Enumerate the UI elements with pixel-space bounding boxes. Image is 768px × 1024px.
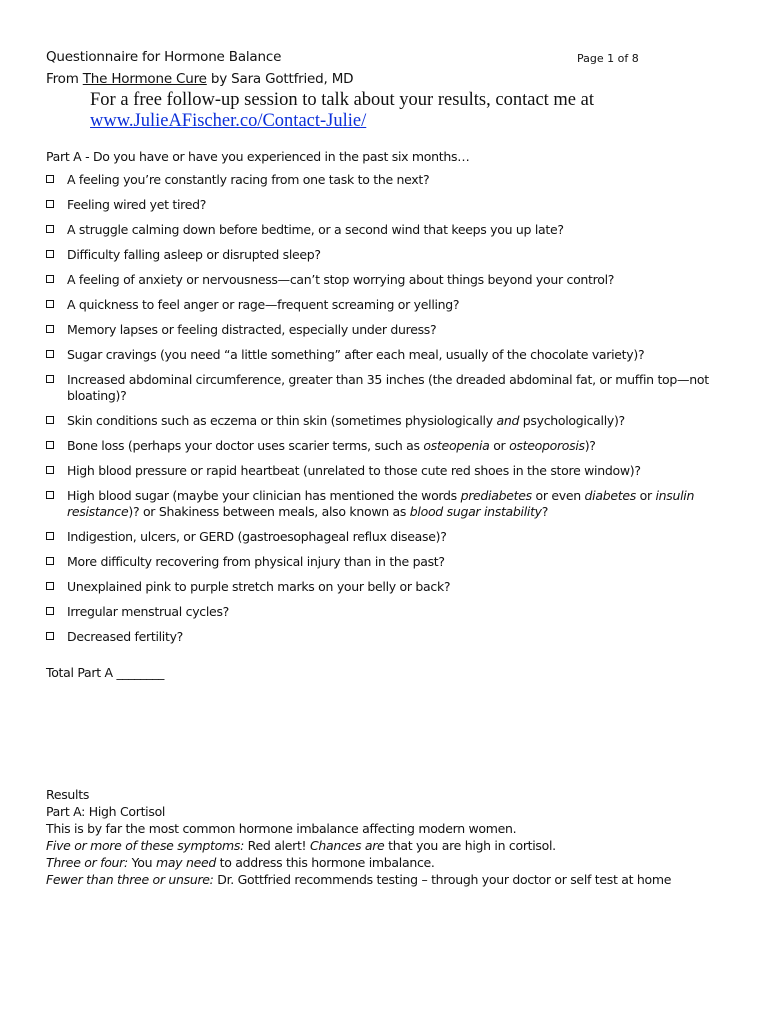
- contact-prompt: For a free follow-up session to talk about your results, contact me at: [90, 90, 594, 110]
- checklist-item: Sugar cravings (you need “a little something” after each meal, usually of the chocolate variety)?: [46, 347, 736, 363]
- checklist-item: Indigestion, ulcers, or GERD (gastroesophageal reflux disease)?: [46, 529, 736, 545]
- checklist-item: Decreased fertility?: [46, 629, 736, 645]
- checkbox[interactable]: [46, 441, 54, 449]
- checkbox[interactable]: [46, 632, 54, 640]
- page-number: Page 1 of 8: [577, 52, 639, 65]
- checklist-item: Irregular menstrual cycles?: [46, 604, 736, 620]
- checklist-item: Bone loss (perhaps your doctor uses scarier terms, such as osteopenia or osteoporosis)?: [46, 438, 736, 454]
- checkbox[interactable]: [46, 466, 54, 474]
- checklist-item: Feeling wired yet tired?: [46, 197, 736, 213]
- checkbox[interactable]: [46, 175, 54, 183]
- checklist-item: More difficulty recovering from physical injury than in the past?: [46, 554, 736, 570]
- checklist-item: Memory lapses or feeling distracted, especially under duress?: [46, 322, 736, 338]
- checklist-item: A feeling of anxiety or nervousness—can’t stop worrying about things beyond your control?: [46, 272, 736, 288]
- checkbox[interactable]: [46, 375, 54, 383]
- checkbox[interactable]: [46, 416, 54, 424]
- checklist-item: A struggle calming down before bedtime, or a second wind that keeps you up late?: [46, 222, 736, 238]
- checkbox[interactable]: [46, 350, 54, 358]
- checklist-item: Skin conditions such as eczema or thin skin (sometimes physiologically and psychologically)?: [46, 413, 736, 429]
- checklist-item: High blood sugar (maybe your clinician has mentioned the words prediabetes or even diabetes or insulin resistance)? or Shakiness between meals, also known as blood sugar instability?: [46, 488, 736, 520]
- checkbox[interactable]: [46, 582, 54, 590]
- part-a-checklist: [46, 172, 736, 645]
- checkbox[interactable]: [46, 607, 54, 615]
- document-title: [46, 49, 281, 65]
- checklist-item: Unexplained pink to purple stretch marks on your belly or back?: [46, 579, 736, 595]
- results-heading: Results: [46, 787, 90, 802]
- book-title: The Hormone Cure: [82, 71, 207, 87]
- from-prefix: From: [46, 71, 83, 87]
- results-subheading: Part A: High Cortisol: [46, 804, 166, 819]
- checklist-item: High blood pressure or rapid heartbeat (unrelated to those cute red shoes in the store window)?: [46, 463, 736, 479]
- checklist-item: A feeling you’re constantly racing from one task to the next?: [46, 172, 736, 188]
- checkbox[interactable]: [46, 275, 54, 283]
- checklist-item: Difficulty falling asleep or disrupted sleep?: [46, 247, 736, 263]
- author-text: by Sara Gottfried, MD: [206, 71, 354, 87]
- total-part-a-field[interactable]: Total Part A ________: [46, 665, 165, 680]
- results-line: Three or four: You may need to address this hormone imbalance.: [46, 855, 435, 870]
- results-line: This is by far the most common hormone imbalance affecting modern women.: [46, 821, 517, 836]
- results-line: Fewer than three or unsure: Dr. Gottfried recommends testing – through your doctor or self test at home: [46, 872, 672, 887]
- source-line: [46, 71, 353, 87]
- checkbox[interactable]: [46, 200, 54, 208]
- checkbox[interactable]: [46, 491, 54, 499]
- contact-link[interactable]: www.JulieAFischer.co/Contact-Julie/: [90, 111, 367, 131]
- title-text: Questionnaire for Hormone Balance: [46, 49, 282, 65]
- results-section: [46, 786, 671, 888]
- checkbox[interactable]: [46, 300, 54, 308]
- checkbox[interactable]: [46, 557, 54, 565]
- part-a-heading: Part A - Do you have or have you experienced in the past six months…: [46, 149, 470, 164]
- checkbox[interactable]: [46, 250, 54, 258]
- results-line: Five or more of these symptoms: Red alert! Chances are that you are high in cortisol.: [46, 838, 556, 853]
- checkbox[interactable]: [46, 532, 54, 540]
- checkbox[interactable]: [46, 225, 54, 233]
- checklist-item: A quickness to feel anger or rage—frequent screaming or yelling?: [46, 297, 736, 313]
- checkbox[interactable]: [46, 325, 54, 333]
- checklist-item: Increased abdominal circumference, greater than 35 inches (the dreaded abdominal fat, or muffin top—not bloating)?: [46, 372, 736, 404]
